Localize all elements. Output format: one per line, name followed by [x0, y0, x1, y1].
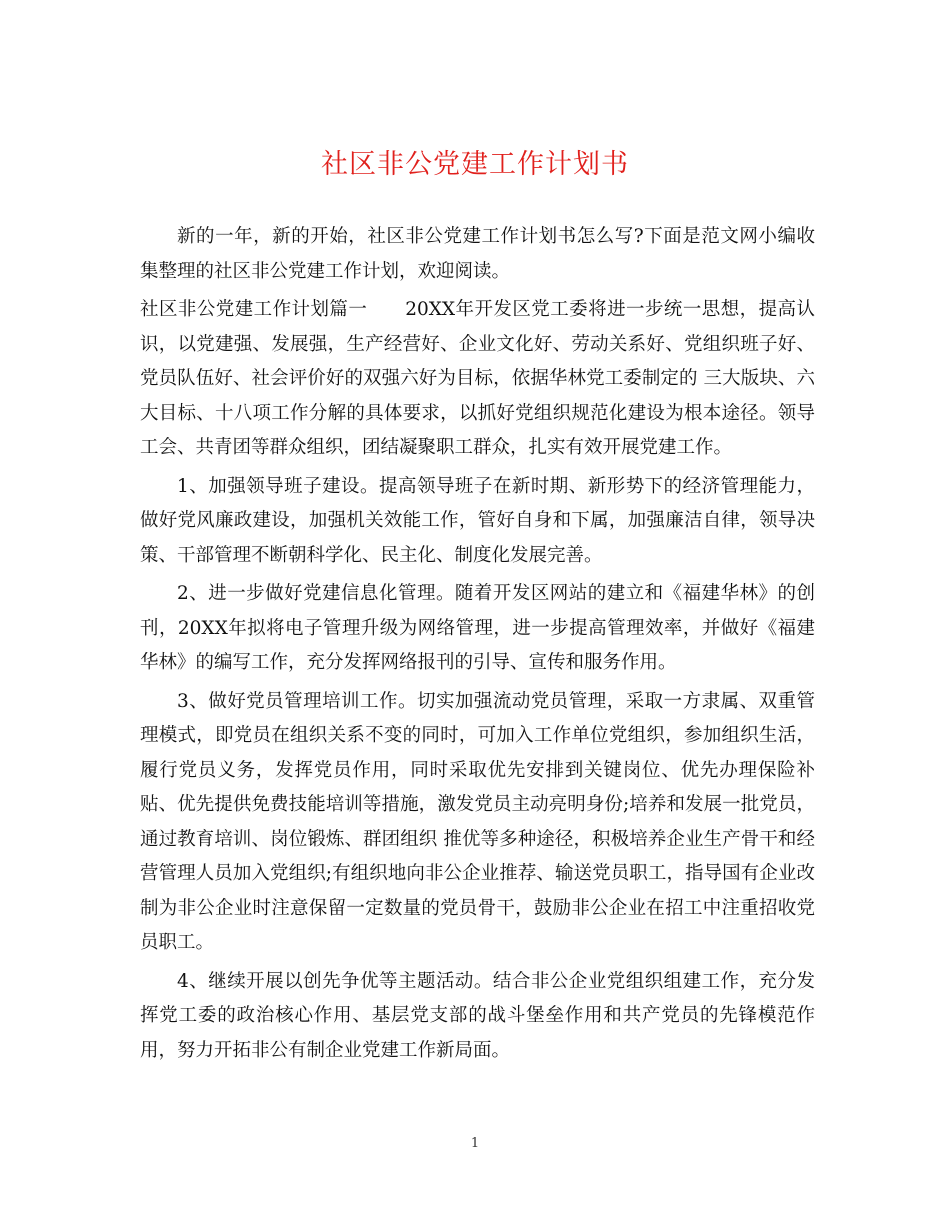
paragraph-item-4: 4、继续开展以创先争优等主题活动。结合非公企业党组织组建工作，充分发挥党工委的政治核心作用、基层党支部的战斗堡垒作用和共产党员的先锋模范作用，努力开拓非公有制企业党建工作新局面。: [140, 970, 815, 1061]
paragraph-intro: 新的一年，新的开始，社区非公党建工作计划书怎么写?下面是范文网小编收集整理的社区非公党建工作计划，欢迎阅读。: [140, 226, 815, 282]
paragraph-item-2: 2、进一步做好党建信息化管理。随着开发区网站的建立和《福建华林》的创刊，20XX年拟将电子管理升级为网络管理，进一步提高管理效率，并做好《福建华林》的编写工作，充分发挥网络报刊的引导、宣传和服务作用。: [140, 583, 815, 673]
page-number: 1: [470, 1136, 480, 1151]
document-body: [140, 220, 815, 1072]
paragraph-plan-one: 社区非公党建工作计划篇一 20XX年开发区党工委将进一步统一思想，提高认识，以党建强、发展强，生产经营好、企业文化好、劳动关系好、党组织班子好、党员队伍好、社会评价好的双强六好为目标，依据华林党工委制定的 三大版块、六大目标、十八项工作分解的具体要求，以抓好党组织规范化建设为根本途径。领导工会、共青团等群众组织，团结凝聚职工群众，扎实有效开展党建工作。: [140, 299, 815, 458]
document-title: 社区非公党建工作计划书: [321, 149, 629, 180]
paragraph-item-3: 3、做好党员管理培训工作。切实加强流动党员管理，采取一方隶属、双重管理模式，即党员在组织关系不变的同时，可加入工作单位党组织，参加组织生活，履行党员义务，发挥党员作用，同时采取优先安排到关键岗位、优先办理保险补贴、优先提供免费技能培训等措施，激发党员主动亮明身份;培养和发展一批党员，通过教育培训、岗位锻炼、群团组织 推优等多种途径，积极培养企业生产骨干和经营管理人员加入党组织;有组织地向非公企业推荐、输送党员职工，指导国有企业改制为非公企业时注意保留一定数量的党员骨干，鼓励非公企业在招工中注重招收党员职工。: [140, 690, 815, 953]
paragraph-item-1: 1、加强领导班子建设。提高领导班子在新时期、新形势下的经济管理能力，做好党风廉政建设，加强机关效能工作，管好自身和下属，加强廉洁自律，领导决策、干部管理不断朝科学化、民主化、制度化发展完善。: [140, 475, 815, 566]
